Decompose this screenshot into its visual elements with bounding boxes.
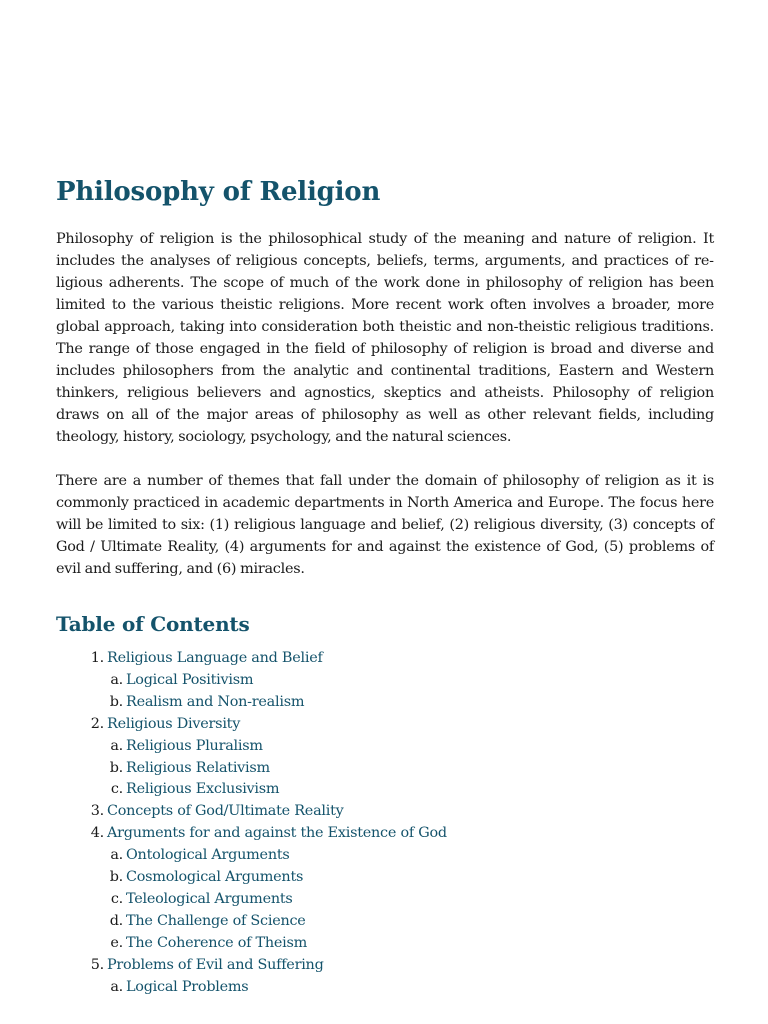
toc-subitem-letter: b. [109,759,123,776]
toc-subitem-letter: e. [110,934,123,951]
toc-subitem-letter: a. [110,737,123,754]
toc-link-religious-relativism[interactable]: Religious Relativism [126,759,270,776]
toc-link-religious-diversity[interactable]: Religious Diversity [107,715,241,732]
toc-subitem [109,758,714,780]
toc-link-challenge-of-science[interactable]: The Challenge of Science [126,912,306,929]
toc-subitem [109,867,714,889]
toc-item [90,823,714,954]
toc-subitem [109,911,714,933]
page-title: Philosophy of Religion [56,177,381,207]
toc-subitem-letter: b. [109,693,123,710]
toc-subitem-letter: a. [110,978,123,995]
toc-subitem-letter: c. [110,781,123,798]
toc-link-cosmological-arguments[interactable]: Cosmological Arguments [126,869,304,886]
toc-sublist [104,845,714,955]
toc-subitem [109,692,714,714]
toc-link-logical-positivism[interactable]: Logical Positivism [126,671,254,688]
toc-subitem-letter: d. [109,912,123,929]
toc-link-teleological-arguments[interactable]: Teleological Arguments [126,890,293,907]
toc-link-religious-pluralism[interactable]: Religious Pluralism [126,737,263,754]
toc-item [90,648,714,714]
toc-link-ontological-arguments[interactable]: Ontological Arguments [126,847,290,864]
toc-item-number: 2. [90,715,104,732]
intro-paragraph: Philosophy of religion is the philosophical study of the meaning and nature of religion. It includes the analyses of religious concepts, beliefs, terms, arguments, and practices of religious adherents. The scope of much of the work done in philosophy of religion has been limited to the various theistic religions. More recent work often involves a broader, more global approach, taking into consideration both theistic and non-theistic religious traditions. The range of those engaged in the field of philosophy of religion is broad and diverse and includes philosophers from the analytic and continental traditions, Eastern and Western thinkers, religious believers and agnostics, skeptics and atheists. Philosophy of religion draws on all of the major areas of philosophy as well as other relevant fields, including theology, history, sociology, psychology, and the natural sciences. [56,231,714,445]
toc-subitem-letter: c. [110,890,123,907]
toc-subitem [110,845,714,867]
article [56,174,714,999]
toc-subitem [110,736,714,758]
toc-item [90,955,714,999]
toc-subitem [110,933,714,955]
toc-sublist [104,736,714,802]
toc-link-religious-exclusivism[interactable]: Religious Exclusivism [126,781,280,798]
toc-link-logical-problems[interactable]: Logical Problems [126,978,249,995]
toc-subitem-letter: b. [109,869,123,886]
toc-subitem [110,889,714,911]
toc-item [90,801,714,823]
toc-item-number: 1. [90,650,104,666]
toc-link-religious-language-and-belief[interactable]: Religious Language and Belief [107,650,323,666]
toc-item-number: 4. [90,825,104,842]
toc-link-realism-and-non-realism[interactable]: Realism and Non-realism [126,693,305,710]
table-of-contents [56,648,714,999]
toc-item-number: 5. [90,956,104,973]
toc-item-number: 3. [90,803,104,820]
toc-sublist [104,977,714,999]
toc-link-problems-of-evil[interactable]: Problems of Evil and Suffering [107,956,324,973]
toc-subitem-letter: a. [110,671,123,688]
toc-sublist [104,670,714,714]
toc-link-arguments-existence-of-god[interactable]: Arguments for and against the Existence of God [107,825,447,842]
toc-subitem [110,779,714,801]
toc-subitem-letter: a. [110,847,123,864]
toc-item [90,714,714,802]
toc-subitem [110,670,714,692]
toc-link-coherence-of-theism[interactable]: The Coherence of Theism [126,934,308,951]
themes-paragraph: There are a number of themes that fall under the domain of philosophy of religion as it is commonly practiced in academic departments in North America and Europe. The focus here will be limited to six: (1) religious language and belief, (2) religious diversity, (3) concepts of God / Ultimate Reality, (4) arguments for and against the existence of God, (5) problems of evil and suffering, and (6) miracles. [56,473,714,577]
toc-heading: Table of Contents [56,612,250,636]
toc-subitem [110,977,714,999]
toc-link-concepts-of-god[interactable]: Concepts of God/Ultimate Reality [107,803,344,820]
